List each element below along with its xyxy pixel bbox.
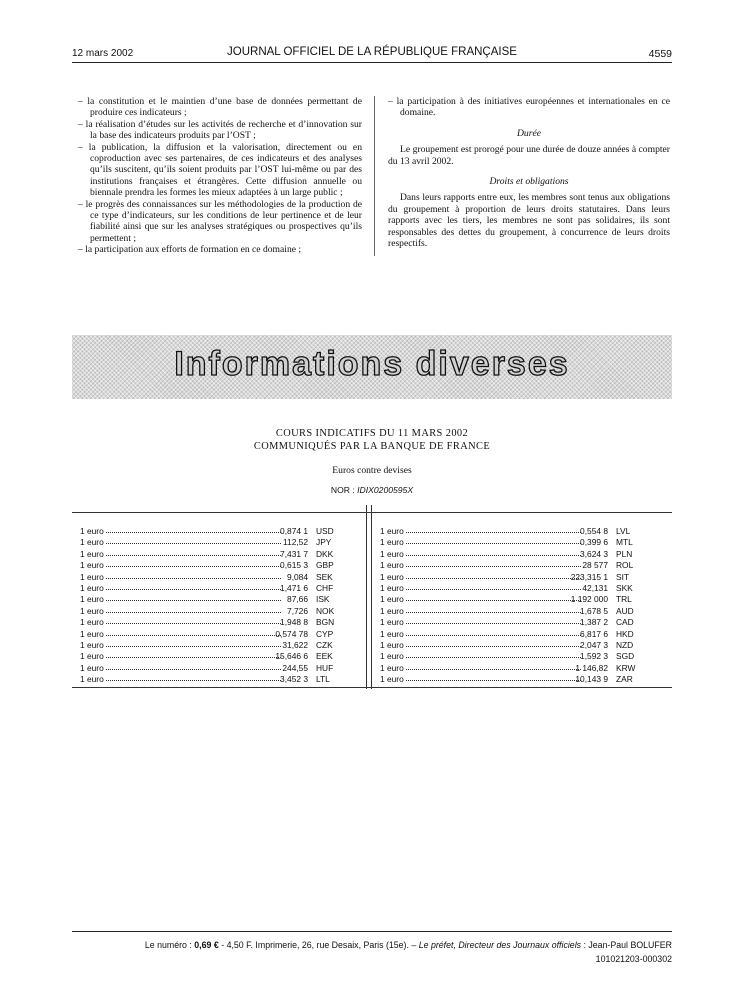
table-row xyxy=(380,572,652,583)
journal-title: JOURNAL OFFICIEL DE LA RÉPUBLIQUE FRANÇAISE xyxy=(227,46,517,58)
dot-leader xyxy=(406,600,581,601)
list-item: – la participation aux efforts de formation en ce domaine ; xyxy=(78,244,302,256)
page-header xyxy=(72,46,672,62)
row-label: 1 euro xyxy=(380,571,404,582)
list-item: – la réalisation d’études sur les activités de recherche et d’innovation sur la base des indicateurs produits par l’OST ; xyxy=(78,118,362,142)
currency-code: HUF xyxy=(316,662,334,673)
section-banner xyxy=(72,335,672,399)
rate-value: 1,387 2 xyxy=(580,617,608,628)
footer-director-name: : Jean-Paul BOLUFER xyxy=(581,940,672,950)
footer-price: 0,69 € xyxy=(194,940,219,950)
row-label: 1 euro xyxy=(80,639,104,650)
currency-code: GBP xyxy=(316,560,334,571)
table-row xyxy=(80,572,352,583)
row-label: 1 euro xyxy=(80,662,104,673)
rate-value: 1,678 5 xyxy=(580,605,608,616)
footer-director-title: Le préfet, Directeur des Journaux officiels xyxy=(418,940,582,950)
duree-paragraph: Le groupement est prorogé pour une durée de douze années à compter du 13 avril 2002. xyxy=(388,144,670,167)
row-label: 1 euro xyxy=(380,639,404,650)
rate-value: 3,624 3 xyxy=(580,548,608,559)
row-label: 1 euro xyxy=(380,662,404,673)
table-row xyxy=(380,651,652,662)
currency-code: SEK xyxy=(316,571,333,582)
dot-leader xyxy=(406,555,581,556)
currency-code: LTL xyxy=(316,674,330,685)
page-footer xyxy=(72,940,672,950)
table-row xyxy=(380,629,652,640)
currency-code: NZD xyxy=(616,639,634,650)
currency-code: CZK xyxy=(316,639,333,650)
list-item: – la publication, la diffusion et la valorisation, directement ou en coproduction avec ses partenaires, de ces indicateurs et des analyses qu’ils suscitent, qu’ils soient produits par l’OST lui-même ou par des institutions françaises et étrangères. Cette diffusion annuelle ou biennale prendra les formes les mieux adaptées à un large public ; xyxy=(78,141,362,199)
right-text-column xyxy=(388,96,670,249)
currency-code: USD xyxy=(316,526,334,536)
dot-leader xyxy=(406,543,581,544)
rate-value: 9,084 xyxy=(287,571,308,582)
row-label: 1 euro xyxy=(80,560,104,571)
row-label: 1 euro xyxy=(80,651,104,662)
rate-value: 87,66 xyxy=(287,594,308,605)
nor-code: IDIX0200595X xyxy=(357,485,414,495)
rate-value: 0,574 78 xyxy=(275,628,308,639)
list-item: – la constitution et le maintien d’une base de données permettant de produire ces indicateurs ; xyxy=(78,96,362,119)
left-text-column xyxy=(78,96,362,256)
table-row xyxy=(80,651,352,662)
dot-leader xyxy=(406,566,581,567)
rate-value: 1 192 000 xyxy=(570,594,608,605)
rate-value: 42,131 xyxy=(582,582,608,593)
table-row xyxy=(80,640,352,651)
currency-code: NOK xyxy=(316,605,335,616)
rate-value: 112,52 xyxy=(283,537,308,548)
dot-leader xyxy=(406,646,581,647)
row-label: 1 euro xyxy=(380,537,404,548)
table-row xyxy=(380,663,652,674)
currency-code: EEK xyxy=(316,651,333,662)
currency-code: AUD xyxy=(616,605,634,616)
dot-leader xyxy=(106,669,281,670)
dot-leader xyxy=(106,600,281,601)
rate-value: 0,399 6 xyxy=(580,537,608,548)
table-row xyxy=(80,560,352,571)
table-row xyxy=(80,537,352,548)
currency-code: SGD xyxy=(616,651,635,662)
row-label: 1 euro xyxy=(80,537,104,548)
currency-code: ZAR xyxy=(616,674,633,685)
currency-code: CAD xyxy=(616,617,634,628)
dot-leader xyxy=(406,669,581,670)
dot-leader xyxy=(106,566,281,567)
rate-value: 7,726 xyxy=(287,605,308,616)
page-number: 4559 xyxy=(648,48,672,60)
row-label: 1 euro xyxy=(80,571,104,582)
table-row xyxy=(80,663,352,674)
dot-leader xyxy=(106,589,281,590)
currency-code: SIT xyxy=(616,571,630,582)
header-rule xyxy=(72,62,672,63)
dot-leader xyxy=(406,589,581,590)
row-label: 1 euro xyxy=(380,548,404,559)
currency-code: ISK xyxy=(316,594,330,605)
dot-leader xyxy=(106,578,281,579)
table-row xyxy=(80,549,352,560)
dot-leader xyxy=(106,612,281,613)
footer-prefix: Le numéro : xyxy=(144,940,195,950)
dot-leader xyxy=(406,635,581,636)
table-row xyxy=(80,629,352,640)
rate-value: 6,817 6 xyxy=(580,628,608,639)
droits-paragraph: Dans leurs rapports entre eux, les membres sont tenus aux obligations du groupement à proportion de leurs droits statutaires. Dans leurs rapports avec les tiers, les membres ne sont pas solidaires, ils sont responsables des dettes du groupement, à concurrence de leurs droits respectifs. xyxy=(388,192,670,250)
table-row xyxy=(380,606,652,617)
dot-leader xyxy=(106,657,281,658)
rate-value: 3,452 3 xyxy=(280,674,308,685)
rate-value: 1,948 8 xyxy=(280,617,308,628)
row-label: 1 euro xyxy=(80,617,104,628)
dot-leader xyxy=(106,543,281,544)
table-row xyxy=(80,606,352,617)
currency-code: CYP xyxy=(316,628,334,639)
currency-code: KRW xyxy=(616,662,636,673)
table-divider xyxy=(366,505,372,689)
table-row xyxy=(380,674,652,685)
currency-code: BGN xyxy=(316,617,335,628)
rate-value: 244,55 xyxy=(282,662,308,673)
rates-right-column xyxy=(380,526,652,685)
table-row xyxy=(80,526,352,537)
table-row xyxy=(80,583,352,594)
nor-reference xyxy=(72,485,672,495)
rates-subtitle: Euros contre devises xyxy=(332,465,412,476)
row-label: 1 euro xyxy=(380,651,404,662)
nor-label: NOR : xyxy=(330,485,355,495)
footer-code: 101021203-000302 xyxy=(595,954,672,964)
dot-leader xyxy=(106,635,281,636)
row-label: 1 euro xyxy=(380,674,404,685)
row-label: 1 euro xyxy=(80,582,104,593)
currency-code: TRL xyxy=(616,594,632,605)
dot-leader xyxy=(406,657,581,658)
rate-value: 10,143 9 xyxy=(575,674,608,685)
table-row xyxy=(380,640,652,651)
rate-value: 31,622 xyxy=(282,639,308,650)
duree-heading: Durée xyxy=(517,127,541,139)
dot-leader xyxy=(406,623,581,624)
list-item: – la participation à des initiatives européennes et internationales en ce domaine. xyxy=(388,96,670,119)
dot-leader xyxy=(106,680,281,681)
row-label: 1 euro xyxy=(80,548,104,559)
currency-code: MTL xyxy=(616,537,633,548)
currency-code: JPY xyxy=(316,537,332,548)
currency-code: CHF xyxy=(316,582,334,593)
row-label: 1 euro xyxy=(380,628,404,639)
row-label: 1 euro xyxy=(380,582,404,593)
table-row xyxy=(380,594,652,605)
currency-code: HKD xyxy=(616,628,634,639)
dot-leader xyxy=(106,555,281,556)
rate-value: 223,315 1 xyxy=(570,571,608,582)
rates-title-line2: COMMUNIQUÉS PAR LA BANQUE DE FRANCE xyxy=(253,441,491,452)
rate-value: 1,592 3 xyxy=(580,651,608,662)
table-row xyxy=(80,594,352,605)
rate-value: 2,047 3 xyxy=(580,639,608,650)
list-item: – le progrès des connaissances sur les méthodologies de la production de ce type d’indicateurs, sur les conditions de leur pertinence et de leur fiabilité ainsi que sur les analyses stratégiques ou prospectives qu’ils permettent ; xyxy=(78,198,362,244)
rate-value: 0,874 1 xyxy=(280,526,308,536)
currency-code: PLN xyxy=(616,548,633,559)
row-label: 1 euro xyxy=(380,560,404,571)
banner-title: Informations diverses xyxy=(174,345,570,383)
header-date: 12 mars 2002 xyxy=(72,48,134,59)
rate-value: 0,615 3 xyxy=(280,560,308,571)
table-row xyxy=(380,617,652,628)
row-label: 1 euro xyxy=(380,605,404,616)
dot-leader xyxy=(406,612,581,613)
footer-rule xyxy=(72,931,672,932)
currency-code: ROL xyxy=(616,560,634,571)
footer-imprint: - 4,50 F. Imprimerie, 26, rue Desaix, Paris (15e). – xyxy=(218,940,419,950)
row-label: 1 euro xyxy=(80,605,104,616)
table-row xyxy=(380,583,652,594)
rate-value: 28 577 xyxy=(582,560,608,571)
currency-code: SKK xyxy=(616,582,633,593)
dot-leader xyxy=(406,532,581,533)
rate-value: 1 146,82 xyxy=(575,662,608,673)
row-label: 1 euro xyxy=(380,526,404,536)
table-row xyxy=(380,537,652,548)
rates-left-column xyxy=(80,526,352,685)
dot-leader xyxy=(106,532,281,533)
table-row xyxy=(380,549,652,560)
column-divider xyxy=(374,96,375,256)
rate-value: 15,646 6 xyxy=(275,651,308,662)
currency-code: LVL xyxy=(616,526,631,536)
dot-leader xyxy=(406,578,581,579)
rate-value: 1,471 6 xyxy=(280,582,308,593)
dot-leader xyxy=(106,646,281,647)
table-row xyxy=(80,674,352,685)
table-row xyxy=(80,617,352,628)
rate-value: 7,431 7 xyxy=(280,548,308,559)
rates-title-line1: COURS INDICATIFS DU 11 MARS 2002 xyxy=(275,428,469,439)
table-row xyxy=(380,560,652,571)
row-label: 1 euro xyxy=(80,628,104,639)
currency-code: DKK xyxy=(316,548,334,559)
row-label: 1 euro xyxy=(380,594,404,605)
row-label: 1 euro xyxy=(80,526,104,536)
row-label: 1 euro xyxy=(380,617,404,628)
row-label: 1 euro xyxy=(80,674,104,685)
table-row xyxy=(380,526,652,537)
dot-leader xyxy=(406,680,581,681)
droits-heading: Droits et obligations xyxy=(489,176,569,188)
rate-value: 0,554 8 xyxy=(580,526,608,536)
row-label: 1 euro xyxy=(80,594,104,605)
dot-leader xyxy=(106,623,281,624)
